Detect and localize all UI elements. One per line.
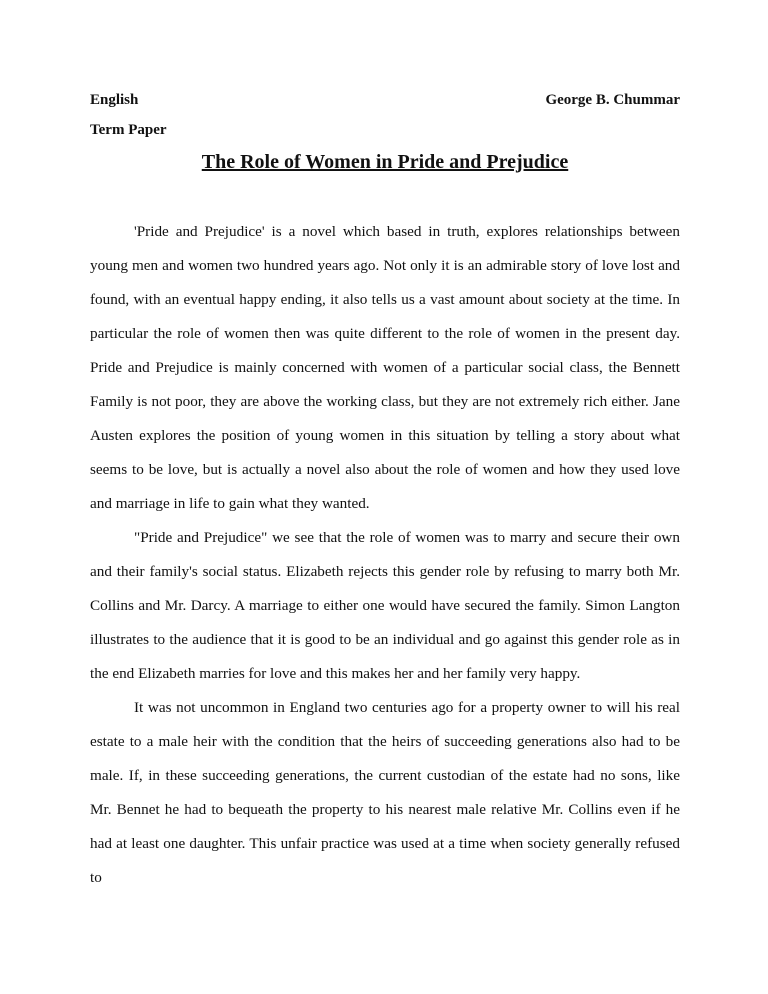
subject-label: English bbox=[90, 92, 139, 108]
paragraph-3: It was not uncommon in England two centuries ago for a property owner to will his real estate to a male heir with the condition that the heirs of succeeding generations also had to be male. If, in these succeeding generations, the current custodian of the estate had no sons, like Mr. Bennet he had to bequeath the property to his nearest male relative Mr. Collins even if he had at least one daughter. This unfair practice was used at a time when society generally refused to bbox=[90, 699, 680, 886]
document-title: The Role of Women in Pride and Prejudice bbox=[201, 151, 569, 173]
header-row bbox=[90, 88, 680, 112]
paragraph-1: 'Pride and Prejudice' is a novel which based in truth, explores relationships between young men and women two hundred years ago. Not only it is an admirable story of love lost and found, with an eventual happy ending, it also tells us a vast amount about society at the time. In particular the role of women then was quite different to the role of women in the present day. Pride and Prejudice is mainly concerned with women of a particular social class, the Bennett Family is not poor, they are above the working class, but they are not extremely rich either. Jane Austen explores the position of young women in this situation by telling a story about what seems to be love, but is actually a novel also about the role of women and how they used love and marriage in life to gain what they wanted. bbox=[90, 223, 680, 512]
document-body bbox=[90, 215, 680, 895]
paragraph-2: "Pride and Prejudice" we see that the role of women was to marry and secure their own and their family's social status. Elizabeth rejects this gender role by refusing to marry both Mr. Collins and Mr. Darcy. A marriage to either one would have secured the family. Simon Langton illustrates to the audience that it is good to be an individual and go against this gender role as in the end Elizabeth marries for love and this makes her and her family very happy. bbox=[90, 529, 680, 682]
document-type: Term Paper bbox=[90, 122, 167, 138]
author-name: George B. Chummar bbox=[545, 92, 680, 108]
